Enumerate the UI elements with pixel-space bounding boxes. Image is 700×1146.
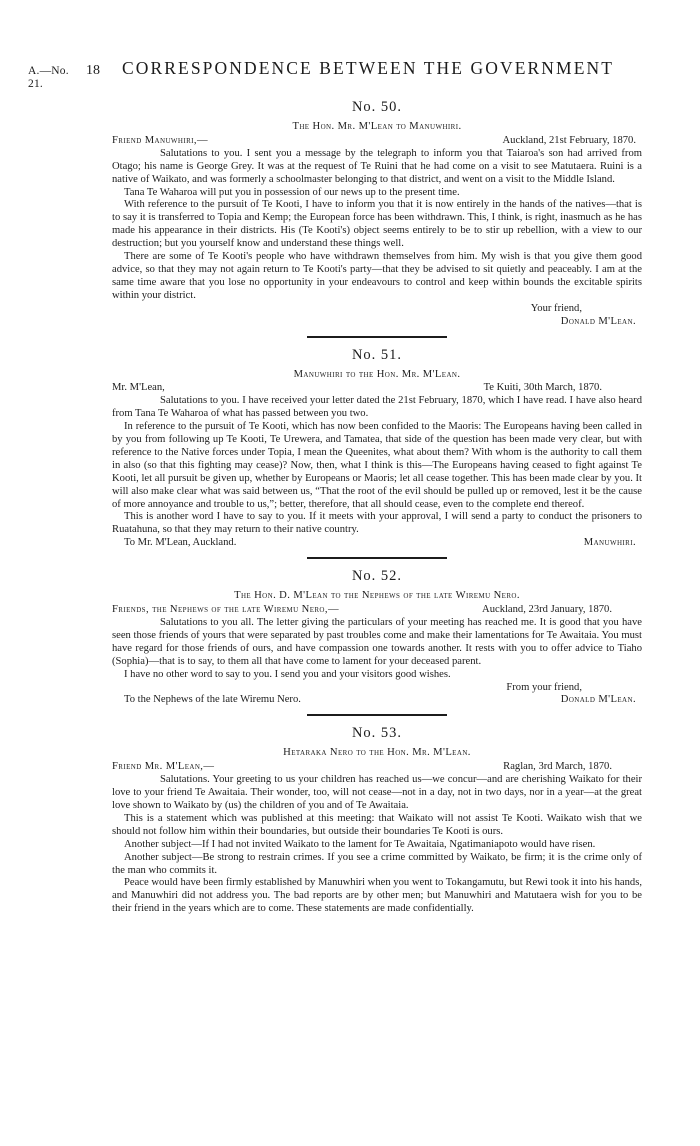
section-divider <box>307 714 447 716</box>
letter-subtitle: The Hon. Mr. M'Lean to Manuwhiri. <box>292 121 462 132</box>
letter-subtitle: The Hon. D. M'Lean to the Nephews of the late Wiremu Nero. <box>234 590 520 602</box>
paragraph: Salutations to you. I have received your letter dated the 21st February, 1870, which I have read. I have also heard from Tana Te Waharoa of what has passed between you two. <box>112 395 642 420</box>
closing: Your friend, <box>530 302 582 314</box>
place-date: Te Kuiti, 30th March, 1870. <box>483 382 602 394</box>
letter-subtitle: Hetaraka Nero to the Hon. Mr. M'Lean. <box>283 747 471 759</box>
place-date: Raglan, 3rd March, 1870. <box>503 761 612 773</box>
signature: Manuwhiri. <box>583 537 636 549</box>
letter-subtitle: Manuwhiri to the Hon. Mr. M'Lean. <box>293 368 461 380</box>
page-number: 18 <box>86 63 100 78</box>
letter-footer <box>112 537 642 550</box>
paragraph: Tana Te Waharoa will put you in possession of our news up to the present time. <box>124 186 460 198</box>
letter-number: No. 50. <box>351 99 403 115</box>
paragraph: Peace would have been firmly established by Manuwhiri when you went to Tokangamutu, but Rewi took it into his hands, and Manuwhiri did not address you. The bad reports are by other men; but Manuwhiri and Matutaera wish for you to be their friend in the years which are to come. These statements are made confidentially. <box>112 877 642 915</box>
paragraph: Salutations to you all. The letter giving the particulars of your meeting has reached me. It is good that you have seen those friends of yours that were separated by past troubles come and make their lamentations for Te Awaitaia. You must have regard for those friends of ours, and have compassion one towards another. It rests with you to offer advice to Tiaho (Sophia)—that is to say, to them all that have come to lament for your deceased parent. <box>112 617 642 667</box>
paragraph: This is a statement which was published at this meeting: that Waikato will not assist Te Kooti. Waikato wish that we should not follow him within their boundaries, but outside their boundaries Te Kooti is ours. <box>112 812 642 837</box>
letter-number: No. 51. <box>351 346 403 363</box>
paragraph: In reference to the pursuit of Te Kooti, which has now been confided to the Maoris: The Europeans having been called in by you from following up Te Kooti, Te Urewera, and Tamatea, that side of the question has been made very clear, but with reference to the Native forces under Topia, I mean the Queenites, what about them? With whom is the authority to call them in also (so that this fighting may cease)? Now, then, what I think is this—The Europeans having ceased to fight against Te Kooti, let all pursuit be given up, whether by Europeans or Maoris; let all cease together. This has been made clear by you. It will also make clear what was said between us, “That the root of the evil should be pulled up or removed, lest it be the cause of more annoyance and trouble to us,”; better, therefore, that all should cease, even to the complete end thereof. <box>112 421 642 510</box>
letter-number: No. 52. <box>351 568 403 585</box>
paragraph: This is another word I have to say to you. If it meets with your approval, I will send a party to conduct the prisoners to Ruatahuna, so that they may return to their native country. <box>112 511 642 536</box>
letter-53 <box>112 725 642 916</box>
paragraph: Another subject—Be strong to restrain crimes. If you see a crime committed by Waikato, be firm; it is the crime only of the man who commits it. <box>112 851 642 876</box>
letter-footer <box>112 694 642 707</box>
letter-number: No. 53. <box>351 725 403 742</box>
closing: From your friend, <box>506 681 582 693</box>
salutation: Mr. M'Lean, <box>112 382 165 394</box>
signature: Donald M'Lean. <box>560 315 636 327</box>
letter-heading <box>112 604 642 617</box>
letter-heading <box>112 382 642 395</box>
paper-reference: A.—No. 21. <box>28 65 69 90</box>
letter-52 <box>112 568 642 707</box>
paragraph: With reference to the pursuit of Te Kooti, I have to inform you that it is now entirely in the hands of the natives—that is to say it is transferred to Topia and Kemp; the European force has been withdrawn. This, I think, is right, inasmuch as he has made his appearance in their districts. His (Te Kooti's) object seems entirely to be to stir up rebellion, with a view to our destruction; but you yourself know and understand these things well. <box>112 199 642 250</box>
running-title: CORRESPONDENCE BETWEEN THE GOVERNMENT <box>122 58 615 78</box>
letter-51 <box>112 347 642 551</box>
paragraph: Salutations to you. I sent you a message by the telegraph to inform you that Taiaroa's son had arrived from Otago; his name is George Grey. It was at the request of Te Ruini that he had come on a visit to see Matutaera. Ruini is a native of Waikato, and was formerly a schoolmaster belonging to that district, and went on a visit to the Middle Island. <box>112 147 642 185</box>
paragraph: Salutations. Your greeting to us your children has reached us—we concur—and are cherishing Waikato for their love to your friend Te Awaitaia. Their wonder, too, will not cease—not in a day, not in two days, nor in a year—at the great love shown to Waikato by (us) the children of you and of Te Awaitaia. <box>112 774 642 811</box>
page-header <box>28 58 660 91</box>
to-line: To the Nephews of the late Wiremu Nero. <box>124 694 301 706</box>
salutation: Friends, the Nephews of the late Wiremu Nero,— <box>112 604 339 616</box>
paragraph: I have no other word to say to you. I send you and your visitors good wishes. <box>124 668 451 680</box>
to-line: To Mr. M'Lean, Auckland. <box>124 537 237 549</box>
letter-heading <box>112 761 642 774</box>
place-date: Auckland, 21st February, 1870. <box>502 134 636 146</box>
section-divider <box>307 336 447 338</box>
salutation: Friend Manuwhiri,— <box>112 134 208 146</box>
salutation: Friend Mr. M'Lean,— <box>112 761 215 773</box>
place-date: Auckland, 23rd January, 1870. <box>482 604 612 616</box>
letter-heading <box>112 135 642 148</box>
paragraph: Another subject—If I had not invited Waikato to the lament for Te Awaitaia, Ngatimaniapoto would have risen. <box>124 838 596 850</box>
signature: Donald M'Lean. <box>560 694 636 706</box>
document-body <box>112 96 642 916</box>
paragraph: There are some of Te Kooti's people who have withdrawn themselves from him. My wish is that you give them good advice, so that they may not again return to Te Kooti's party—that they be advised to sit quietly and peaceably. I am at the same time aware that you lose no opportunity in your endeavours to control and keep within bounds the excitable spirits within your district. <box>112 251 642 301</box>
section-divider <box>307 557 447 559</box>
letter-50 <box>112 99 642 329</box>
